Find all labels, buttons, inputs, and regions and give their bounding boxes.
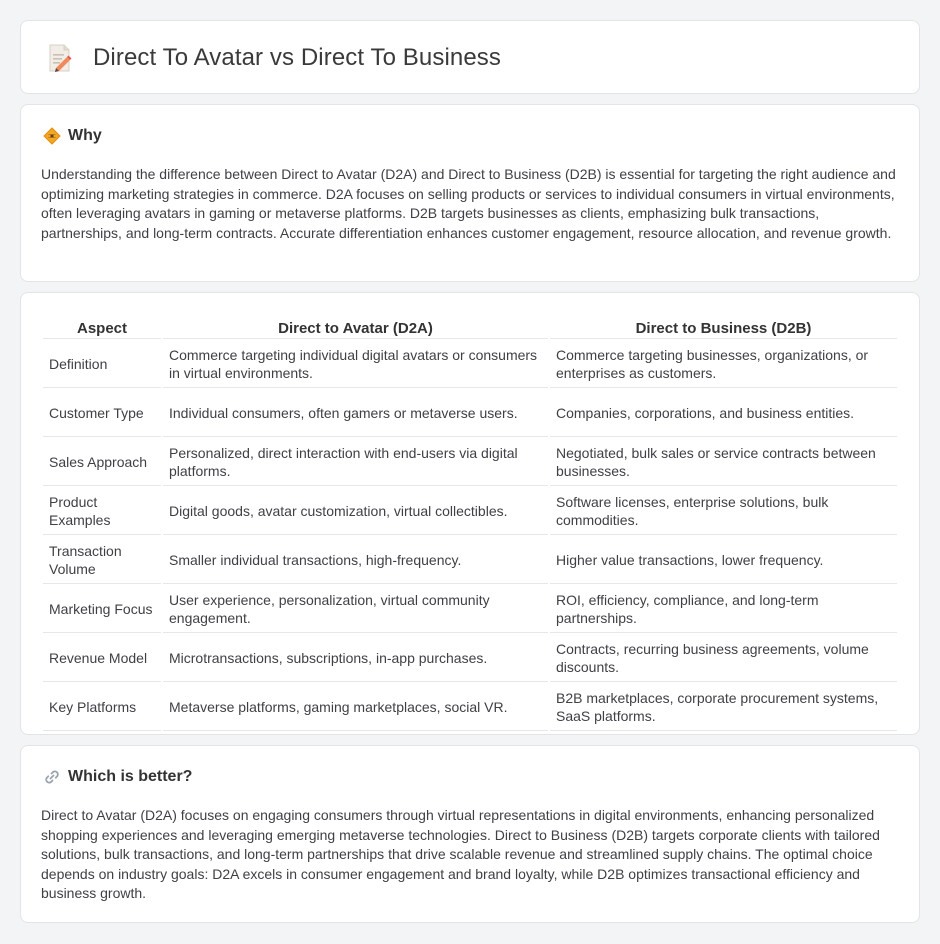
d2b-cell: ROI, efficiency, compliance, and long-term partnerships. [550,586,897,633]
header-d2b: Direct to Business (D2B) [550,315,897,339]
page-title: Direct To Avatar vs Direct To Business [93,44,501,71]
aspect-cell: Marketing Focus [43,586,161,633]
table-row [43,684,897,731]
aspect-cell: Definition [43,341,161,388]
aspect-cell: Revenue Model [43,635,161,682]
comparison-card [20,292,920,735]
d2b-cell: Companies, corporations, and business entities. [550,390,897,437]
title-card [20,20,920,94]
comparison-table [41,313,899,733]
aspect-cell: Transaction Volume [43,537,161,584]
header-d2a: Direct to Avatar (D2A) [163,315,548,339]
table-row [43,586,897,633]
why-heading-row [43,127,102,145]
aspect-cell: Key Platforms [43,684,161,731]
aspect-cell: Customer Type [43,390,161,437]
document-pencil-icon [47,43,73,73]
aspect-cell: Product Examples [43,488,161,535]
better-heading-row [43,768,192,786]
d2a-cell: Digital goods, avatar customization, virtual collectibles. [163,488,548,535]
d2b-cell: Negotiated, bulk sales or service contracts between businesses. [550,439,897,486]
d2a-cell: User experience, personalization, virtual community engagement. [163,586,548,633]
d2b-cell: Commerce targeting businesses, organizations, or enterprises as customers. [550,341,897,388]
d2a-cell: Microtransactions, subscriptions, in-app purchases. [163,635,548,682]
d2b-cell: Higher value transactions, lower frequency. [550,537,897,584]
why-paragraph: Understanding the difference between Direct to Avatar (D2A) and Direct to Business (D2B) is essential for targeting the right audience and optimizing marketing strategies in commerce. D2A focuses on selling products or services to individual consumers in virtual environments, often leveraging avatars in gaming or metaverse platforms. D2B targets businesses as clients, emphasizing bulk transactions, partnerships, and long-term contracts. Accurate differentiation enhances customer engagement, resource allocation, and revenue growth. [41,166,896,241]
link-icon [43,768,61,786]
d2a-cell: Metaverse platforms, gaming marketplaces, social VR. [163,684,548,731]
table-row [43,439,897,486]
d2b-cell: Contracts, recurring business agreements, volume discounts. [550,635,897,682]
why-card [20,104,920,282]
d2b-cell: B2B marketplaces, corporate procurement systems, SaaS platforms. [550,684,897,731]
d2a-cell: Individual consumers, often gamers or metaverse users. [163,390,548,437]
title-row [47,43,501,73]
better-paragraph: Direct to Avatar (D2A) focuses on engaging consumers through virtual representations in digital environments, enhancing personalized shopping experiences and leveraging emerging metaverse technologies. Direct to Business (D2B) targets corporate clients with tailored solutions, bulk transactions, and long-term partnerships that drive scalable revenue and streamlined supply chains. The optimal choice depends on industry goals: D2A excels in consumer engagement and brand loyalty, while D2B optimizes transactional efficiency and business growth. [41,807,880,902]
table-row [43,488,897,535]
table-row [43,341,897,388]
table-row [43,390,897,437]
table-row [43,537,897,584]
d2a-cell: Smaller individual transactions, high-frequency. [163,537,548,584]
d2b-cell: Software licenses, enterprise solutions, bulk commodities. [550,488,897,535]
d2a-cell: Commerce targeting individual digital avatars or consumers in virtual environments. [163,341,548,388]
table-row [43,635,897,682]
diamond-sign-icon [43,127,61,145]
aspect-cell: Sales Approach [43,439,161,486]
why-heading: Why [68,127,102,144]
table-header-row [43,315,897,339]
better-heading: Which is better? [68,768,193,785]
d2a-cell: Personalized, direct interaction with end-users via digital platforms. [163,439,548,486]
header-aspect: Aspect [43,315,161,339]
which-is-better-card [20,745,920,923]
